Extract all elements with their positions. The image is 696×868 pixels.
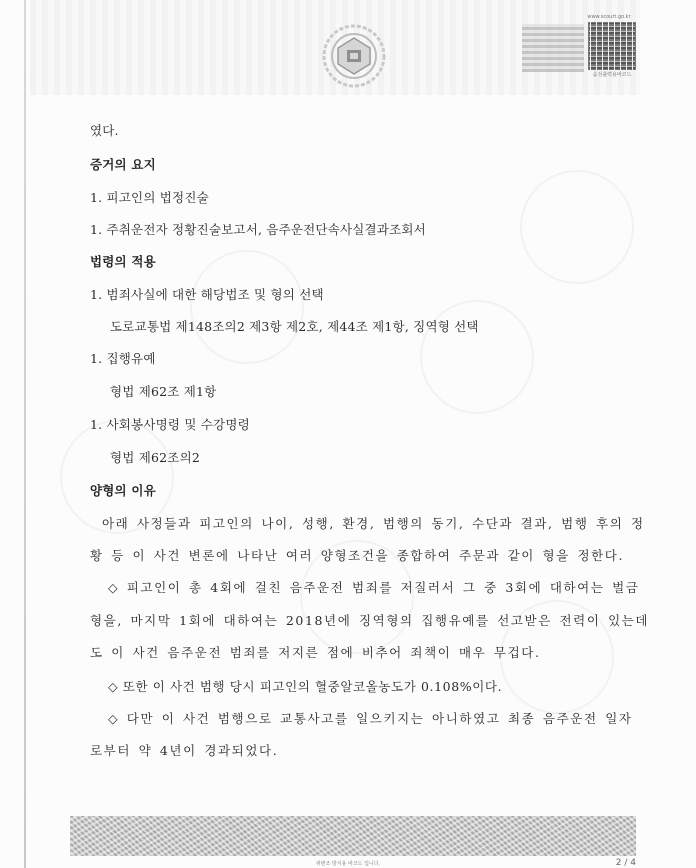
- section-heading-sentencing: 양형의 이유: [90, 483, 156, 498]
- section-heading-evidence: 증거의 요지: [90, 157, 156, 172]
- text-line: 1. 주취운전자 정황진술보고서, 음주운전단속사실결과조회서: [90, 222, 426, 237]
- barcode-block: [588, 14, 636, 82]
- watermark-seal: [190, 250, 304, 364]
- document-seal-stack: [522, 24, 584, 72]
- text-line: 형법 제62조의2: [110, 450, 201, 465]
- text-line: 1. 피고인의 법정진술: [90, 190, 209, 205]
- section-heading-law: 법령의 적용: [90, 254, 156, 269]
- text-line: ◇ 피고인이 총 4회에 걸친 음주운전 범죄를 저질러서 그 중 3회에 대하여는 벌금: [108, 580, 640, 595]
- qr-label: 음성출력용바코드: [592, 72, 632, 78]
- text-line: 1. 범죄사실에 대한 해당법조 및 형의 선택: [90, 287, 324, 302]
- text-line: 도로교통법 제148조의2 제3항 제2호, 제44조 제1항, 징역형 선택: [110, 319, 479, 334]
- text-line: 형법 제62조 제1항: [110, 384, 217, 399]
- text-line: 아래 사정들과 피고인의 나이, 성행, 환경, 범행의 동기, 수단과 결과, 범행 후의 정: [102, 516, 645, 531]
- text-line: 황 등 이 사건 변론에 나타난 여러 양형조건을 종합하여 주문과 같이 형을 정한다.: [90, 548, 625, 563]
- text-line: 1. 집행유예: [90, 351, 156, 366]
- text-line: ◇ 다만 이 사건 범행으로 교통사고를 일으키지는 아니하였고 최종 음주운전 일자: [108, 711, 633, 726]
- qr-code-icon: [588, 22, 636, 70]
- scan-edge: [24, 0, 26, 868]
- text-line: 도 이 사건 음주운전 범죄를 저지른 점에 비추어 죄책이 매우 무겁다.: [90, 645, 541, 660]
- text-line: 로부터 약 4년이 경과되었다.: [90, 743, 279, 758]
- text-line: ◇ 또한 이 사건 범행 당시 피고인의 혈중알코올농도가 0.108%이다.: [108, 679, 503, 694]
- page-number: 2 / 4: [615, 858, 636, 868]
- text-line: 였다.: [90, 123, 119, 138]
- court-url: www.scourt.go.kr: [587, 14, 631, 20]
- footer-note: 위변조 방지용 바코드 입니다.: [315, 861, 381, 867]
- court-emblem-icon: [320, 22, 388, 90]
- watermark-seal: [520, 170, 634, 284]
- text-line: 1. 사회봉사명령 및 수강명령: [90, 417, 250, 432]
- anti-forgery-barcode: [70, 816, 636, 856]
- text-line: 형을, 마지막 1회에 대하여는 2018년에 징역형의 집행유예를 선고받은 전력이 있는데: [90, 613, 650, 628]
